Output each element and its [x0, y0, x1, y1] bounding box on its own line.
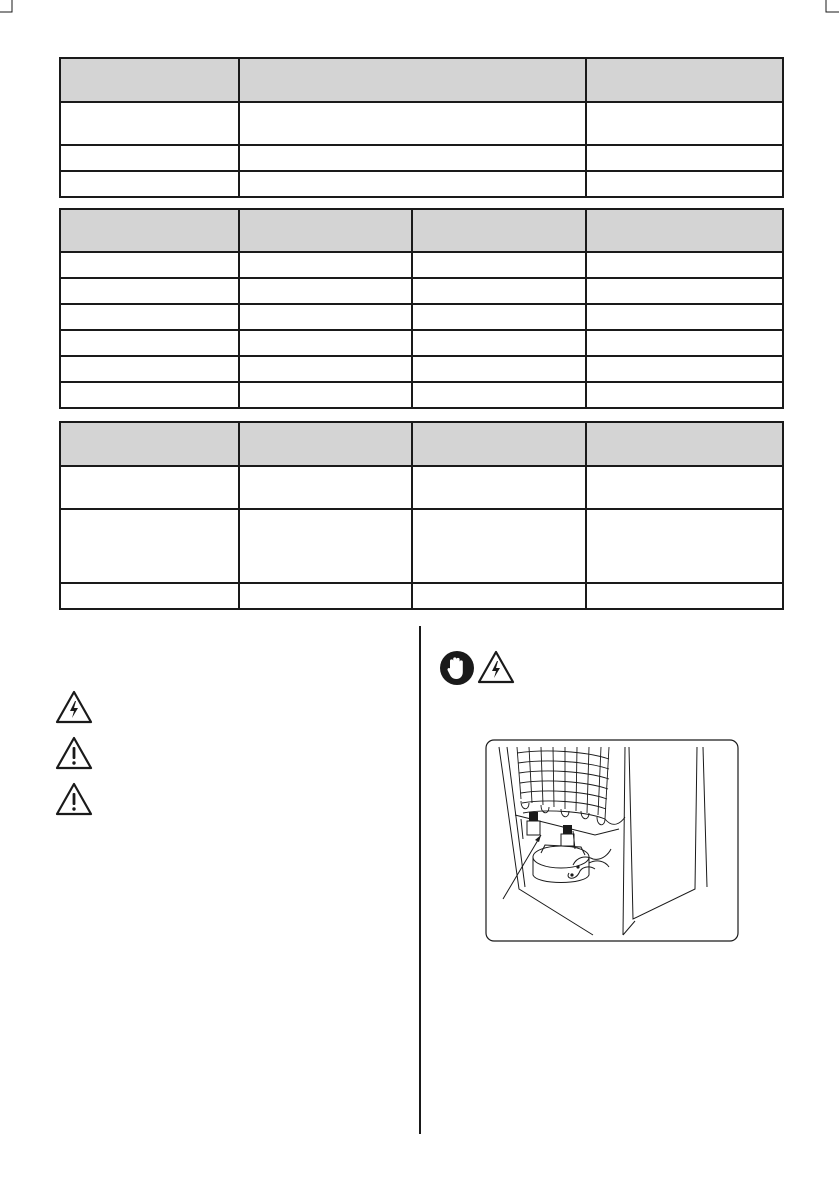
table-row [60, 171, 783, 197]
table-cell [239, 330, 412, 356]
table-2 [59, 208, 784, 409]
table-cell [412, 356, 586, 382]
table-1 [59, 57, 784, 198]
hand-stop-icon [439, 650, 475, 686]
table-row [60, 466, 783, 509]
table-row [60, 145, 783, 171]
table-cell [586, 304, 783, 330]
table-cell [239, 356, 412, 382]
table-cell [239, 209, 412, 252]
table-cell [60, 58, 239, 102]
table-cell [586, 171, 783, 197]
table-cell [412, 382, 586, 408]
crop-mark-top-right [822, 0, 839, 14]
table-cell [412, 466, 586, 509]
table-cell [586, 356, 783, 382]
electric-shock-warning-icon [477, 650, 515, 684]
table-cell [60, 252, 239, 278]
table-cell [239, 583, 412, 609]
table-cell [239, 509, 412, 583]
table-cell [239, 278, 412, 304]
table-cell [586, 252, 783, 278]
table-row [60, 278, 783, 304]
table-cell [60, 330, 239, 356]
table-cell [412, 509, 586, 583]
table-cell [60, 583, 239, 609]
table-cell [239, 58, 586, 102]
table-cell [60, 356, 239, 382]
crop-mark-top-left [0, 0, 14, 14]
table-cell [412, 422, 586, 466]
table-cell [60, 278, 239, 304]
table-3 [59, 421, 784, 610]
table-cell [60, 145, 239, 171]
table-cell [60, 382, 239, 408]
table-row [60, 252, 783, 278]
table-cell [586, 583, 783, 609]
table-header-row [60, 422, 783, 466]
table-cell [586, 466, 783, 509]
table-cell [239, 102, 586, 145]
table-cell [239, 252, 412, 278]
table-cell [239, 422, 412, 466]
table-cell [586, 422, 783, 466]
table-cell [412, 278, 586, 304]
table-row [60, 583, 783, 609]
table-cell [586, 58, 783, 102]
table-cell [60, 466, 239, 509]
table-row [60, 102, 783, 145]
table-row [60, 509, 783, 583]
general-warning-icon [55, 736, 93, 770]
table-cell [239, 145, 586, 171]
table-cell [412, 583, 586, 609]
table-cell [586, 330, 783, 356]
table-row [60, 382, 783, 408]
table-cell [586, 509, 783, 583]
electric-shock-warning-icon [55, 690, 93, 724]
table-cell [586, 102, 783, 145]
table-cell [239, 382, 412, 408]
table-cell [60, 102, 239, 145]
table-row [60, 356, 783, 382]
table-cell [239, 171, 586, 197]
table-header-row [60, 58, 783, 102]
table-cell [412, 209, 586, 252]
table-cell [412, 304, 586, 330]
table-cell [60, 509, 239, 583]
table-cell [586, 209, 783, 252]
general-warning-icon [55, 782, 93, 816]
table-row [60, 304, 783, 330]
table-cell [239, 466, 412, 509]
table-cell [239, 304, 412, 330]
refrigerator-compressor-illustration [485, 739, 739, 942]
table-cell [412, 252, 586, 278]
column-divider [419, 626, 421, 1134]
table-cell [60, 304, 239, 330]
table-cell [586, 145, 783, 171]
table-cell [586, 278, 783, 304]
table-header-row [60, 209, 783, 252]
table-cell [412, 330, 586, 356]
table-cell [60, 209, 239, 252]
table-cell [586, 382, 783, 408]
table-cell [60, 171, 239, 197]
table-cell [60, 422, 239, 466]
table-row [60, 330, 783, 356]
